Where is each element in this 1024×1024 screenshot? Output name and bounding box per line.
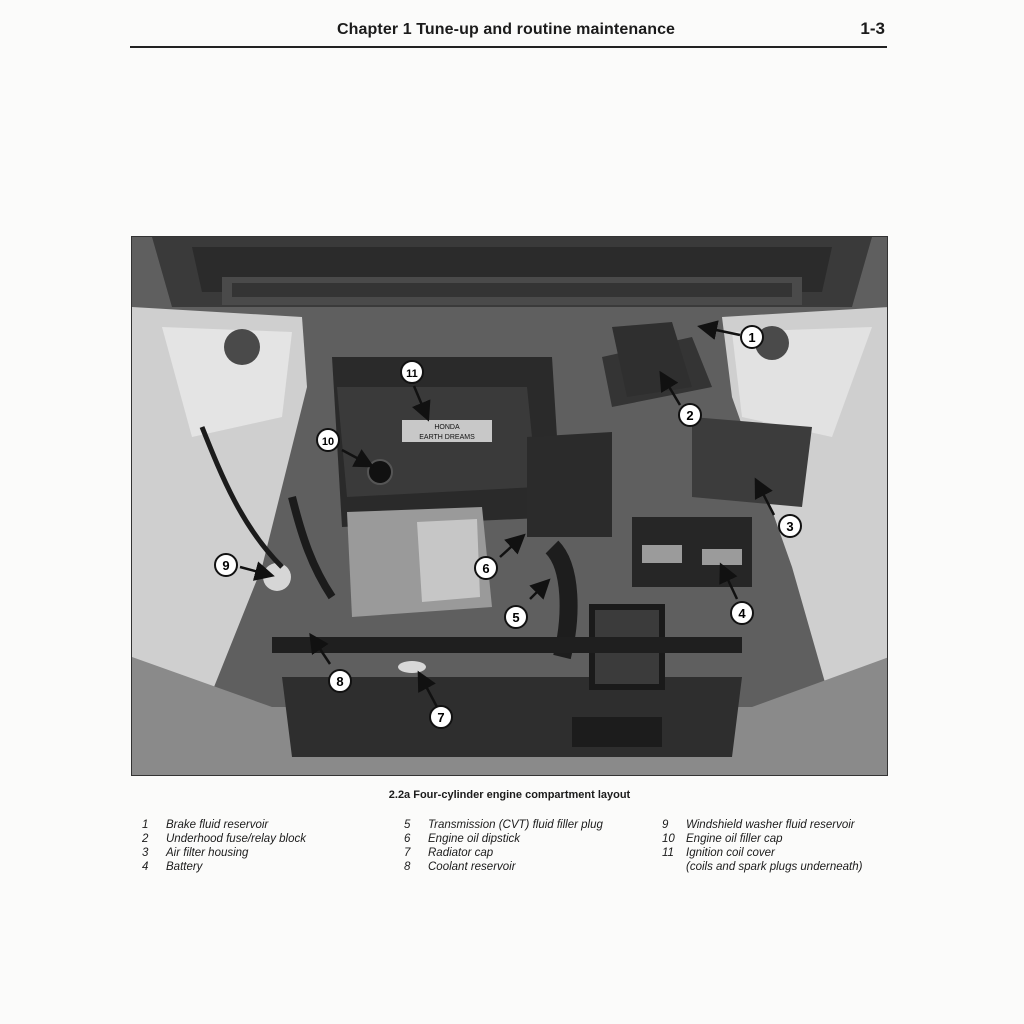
svg-text:7: 7	[437, 710, 445, 725]
figure-caption: 2.2a Four-cylinder engine compartment layout	[388, 789, 631, 801]
legend-item: 5 Transmission (CVT) fluid filler plug	[404, 819, 603, 831]
svg-text:2: 2	[686, 408, 694, 423]
callout-7	[430, 706, 452, 728]
svg-text:9: 9	[222, 558, 230, 573]
callout-8	[329, 670, 351, 692]
legend-item: 6 Engine oil dipstick	[404, 833, 521, 845]
legend-item: 10 Engine oil filler cap	[662, 833, 783, 845]
legend-item: 3 Air filter housing	[142, 847, 249, 859]
legend-item: 9 Windshield washer fluid reservoir	[662, 819, 855, 831]
svg-text:10: 10	[321, 436, 335, 448]
legend-item: 2 Underhood fuse/relay block	[142, 833, 306, 845]
callout-1	[741, 326, 763, 348]
callout-11	[401, 361, 423, 383]
callout-2	[679, 404, 701, 426]
engine-cover-brand: HONDA	[434, 424, 460, 431]
legend-item: 11 Ignition coil cover	[662, 847, 775, 859]
legend-item: 8 Coolant reservoir	[404, 861, 516, 873]
svg-text:5: 5	[512, 610, 520, 625]
legend-column-1	[142, 818, 306, 874]
engine-cover-model: EARTH DREAMS	[419, 434, 475, 441]
legend-item: 7 Radiator cap	[404, 847, 494, 859]
callout-4	[731, 602, 753, 624]
legend-item: 1 Brake fluid reservoir	[142, 819, 269, 831]
page-number: 1-3	[860, 19, 885, 38]
svg-text:8: 8	[336, 674, 344, 689]
engine-compartment-photo	[131, 236, 888, 776]
svg-text:3: 3	[786, 519, 794, 534]
callout-10	[317, 429, 339, 451]
callout-9	[215, 554, 237, 576]
svg-text:6: 6	[482, 561, 490, 576]
callout-5	[505, 606, 527, 628]
callout-3	[779, 515, 801, 537]
chapter-title: Chapter 1 Tune-up and routine maintenance	[337, 21, 676, 38]
legend-column-3	[662, 818, 862, 874]
legend-column-2	[404, 818, 603, 874]
page-header	[130, 18, 887, 48]
callout-6	[475, 557, 497, 579]
svg-text:11: 11	[406, 368, 418, 380]
legend-item: 4 Battery	[142, 861, 203, 873]
svg-text:4: 4	[738, 606, 746, 621]
svg-text:1: 1	[748, 330, 756, 345]
legend-item: (coils and spark plugs underneath)	[686, 861, 863, 873]
